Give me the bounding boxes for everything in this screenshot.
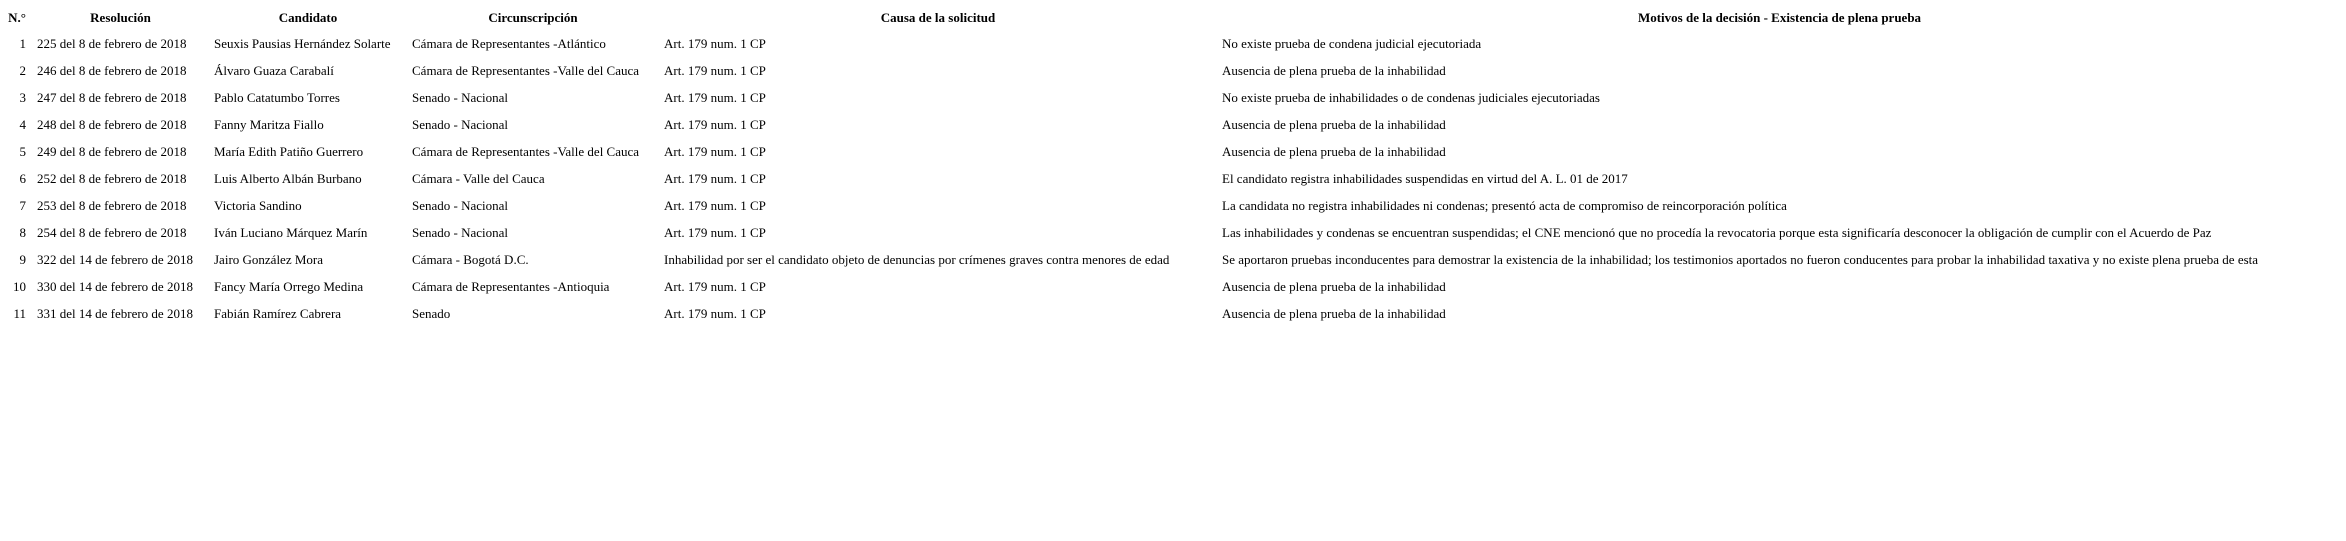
cell-resolucion: 253 del 8 de febrero de 2018 [37, 197, 187, 213]
cell-num: 2 [19, 62, 26, 78]
header-resolucion: Resolución [90, 10, 151, 25]
cell-circunscripcion: Cámara - Valle del Cauca [412, 170, 545, 186]
cell-causa: Art. 179 num. 1 CP [664, 35, 766, 51]
cell-num: 6 [19, 170, 26, 186]
cell-resolucion: 248 del 8 de febrero de 2018 [37, 116, 187, 132]
table-header [2, 6, 2342, 30]
cell-circunscripcion: Cámara de Representantes -Valle del Cauca [412, 62, 640, 78]
cell-resolucion: 249 del 8 de febrero de 2018 [37, 143, 187, 159]
cell-causa: Inhabilidad por ser el candidato objeto de denuncias por crímenes graves contra menores de edad [664, 251, 1170, 267]
cell-candidato: Fanny Maritza Fiallo [214, 116, 324, 132]
cell-circunscripcion: Senado [412, 305, 451, 321]
cell-circunscripcion: Cámara de Representantes -Valle del Cauca [412, 143, 640, 159]
cell-motivos: Ausencia de plena prueba de la inhabilidad [1222, 116, 1446, 132]
cell-motivos: Se aportaron pruebas inconducentes para demostrar la existencia de la inhabilidad; los testimonios aportados no fueron conducentes para probar la inhabilidad taxativa y no existe plena prueba de esta [1222, 251, 2259, 267]
cell-circunscripcion: Senado - Nacional [412, 89, 509, 105]
cell-num: 10 [13, 278, 26, 294]
cell-candidato: Jairo González Mora [214, 251, 324, 267]
cell-num: 7 [19, 197, 26, 213]
cell-motivos: No existe prueba de inhabilidades o de condenas judiciales ejecutoriadas [1222, 89, 1600, 105]
cell-motivos: No existe prueba de condena judicial ejecutoriada [1222, 35, 1482, 51]
cell-causa: Art. 179 num. 1 CP [664, 305, 766, 321]
cell-resolucion: 254 del 8 de febrero de 2018 [37, 224, 187, 240]
table-row [2, 165, 2342, 192]
header-circunscripcion: Circunscripción [488, 10, 578, 25]
table-row [2, 246, 2342, 273]
cell-circunscripcion: Cámara de Representantes -Antioquia [412, 278, 610, 294]
cell-num: 8 [19, 224, 26, 240]
table-row [2, 219, 2342, 246]
table-row [2, 111, 2342, 138]
cell-circunscripcion: Senado - Nacional [412, 224, 509, 240]
table-row [2, 192, 2342, 219]
cell-candidato: Seuxis Pausias Hernández Solarte [214, 35, 391, 51]
cell-resolucion: 246 del 8 de febrero de 2018 [37, 62, 187, 78]
cell-candidato: Fancy María Orrego Medina [214, 278, 364, 294]
cell-circunscripcion: Senado - Nacional [412, 116, 509, 132]
cell-resolucion: 331 del 14 de febrero de 2018 [37, 305, 193, 321]
cell-motivos: Las inhabilidades y condenas se encuentran suspendidas; el CNE mencionó que no procedía la revocatoria porque esta significaría desconocer la obligación de cumplir con el Acuerdo de Paz [1222, 224, 2212, 240]
cell-num: 5 [19, 143, 26, 159]
cell-candidato: Luis Alberto Albán Burbano [214, 170, 362, 186]
cell-motivos: Ausencia de plena prueba de la inhabilidad [1222, 62, 1446, 78]
table-body [2, 30, 2342, 327]
table-row [2, 300, 2342, 327]
cell-candidato: Álvaro Guaza Carabalí [214, 62, 334, 78]
cell-num: 3 [19, 89, 26, 105]
cell-motivos: La candidata no registra inhabilidades ni condenas; presentó acta de compromiso de reincorporación política [1222, 197, 1787, 213]
table-row [2, 84, 2342, 111]
table-row [2, 57, 2342, 84]
cell-motivos: Ausencia de plena prueba de la inhabilidad [1222, 278, 1446, 294]
cell-num: 4 [19, 116, 26, 132]
table-row [2, 273, 2342, 300]
cell-num: 9 [19, 251, 26, 267]
cell-causa: Art. 179 num. 1 CP [664, 197, 766, 213]
header-candidato: Candidato [278, 10, 338, 25]
cell-resolucion: 225 del 8 de febrero de 2018 [37, 35, 187, 51]
cell-causa: Art. 179 num. 1 CP [664, 116, 766, 132]
header-num: N.° [8, 10, 26, 25]
header-motivos: Motivos de la decisión - Existencia de plena prueba [1637, 10, 1922, 25]
cell-candidato: Victoria Sandino [214, 197, 302, 213]
cell-motivos: Ausencia de plena prueba de la inhabilidad [1222, 143, 1446, 159]
cell-candidato: María Edith Patiño Guerrero [214, 143, 364, 159]
cell-causa: Art. 179 num. 1 CP [664, 170, 766, 186]
cell-candidato: Fabián Ramírez Cabrera [214, 305, 342, 321]
cell-resolucion: 252 del 8 de febrero de 2018 [37, 170, 187, 186]
cell-circunscripcion: Cámara de Representantes -Atlántico [412, 35, 606, 51]
cell-causa: Art. 179 num. 1 CP [664, 278, 766, 294]
cell-circunscripcion: Senado - Nacional [412, 197, 509, 213]
table-row [2, 30, 2342, 57]
cell-resolucion: 330 del 14 de febrero de 2018 [37, 278, 193, 294]
resolutions-table [2, 6, 2342, 327]
cell-candidato: Iván Luciano Márquez Marín [214, 224, 368, 240]
cell-causa: Art. 179 num. 1 CP [664, 224, 766, 240]
cell-motivos: Ausencia de plena prueba de la inhabilidad [1222, 305, 1446, 321]
header-causa: Causa de la solicitud [880, 10, 996, 25]
cell-causa: Art. 179 num. 1 CP [664, 89, 766, 105]
cell-causa: Art. 179 num. 1 CP [664, 143, 766, 159]
cell-resolucion: 247 del 8 de febrero de 2018 [37, 89, 187, 105]
cell-num: 11 [13, 305, 26, 321]
cell-circunscripcion: Cámara - Bogotá D.C. [412, 251, 529, 267]
cell-motivos: El candidato registra inhabilidades suspendidas en virtud del A. L. 01 de 2017 [1222, 170, 1628, 186]
cell-num: 1 [19, 35, 26, 51]
cell-candidato: Pablo Catatumbo Torres [214, 89, 340, 105]
cell-resolucion: 322 del 14 de febrero de 2018 [37, 251, 193, 267]
header-row [2, 6, 2342, 30]
table-row [2, 138, 2342, 165]
cell-causa: Art. 179 num. 1 CP [664, 62, 766, 78]
